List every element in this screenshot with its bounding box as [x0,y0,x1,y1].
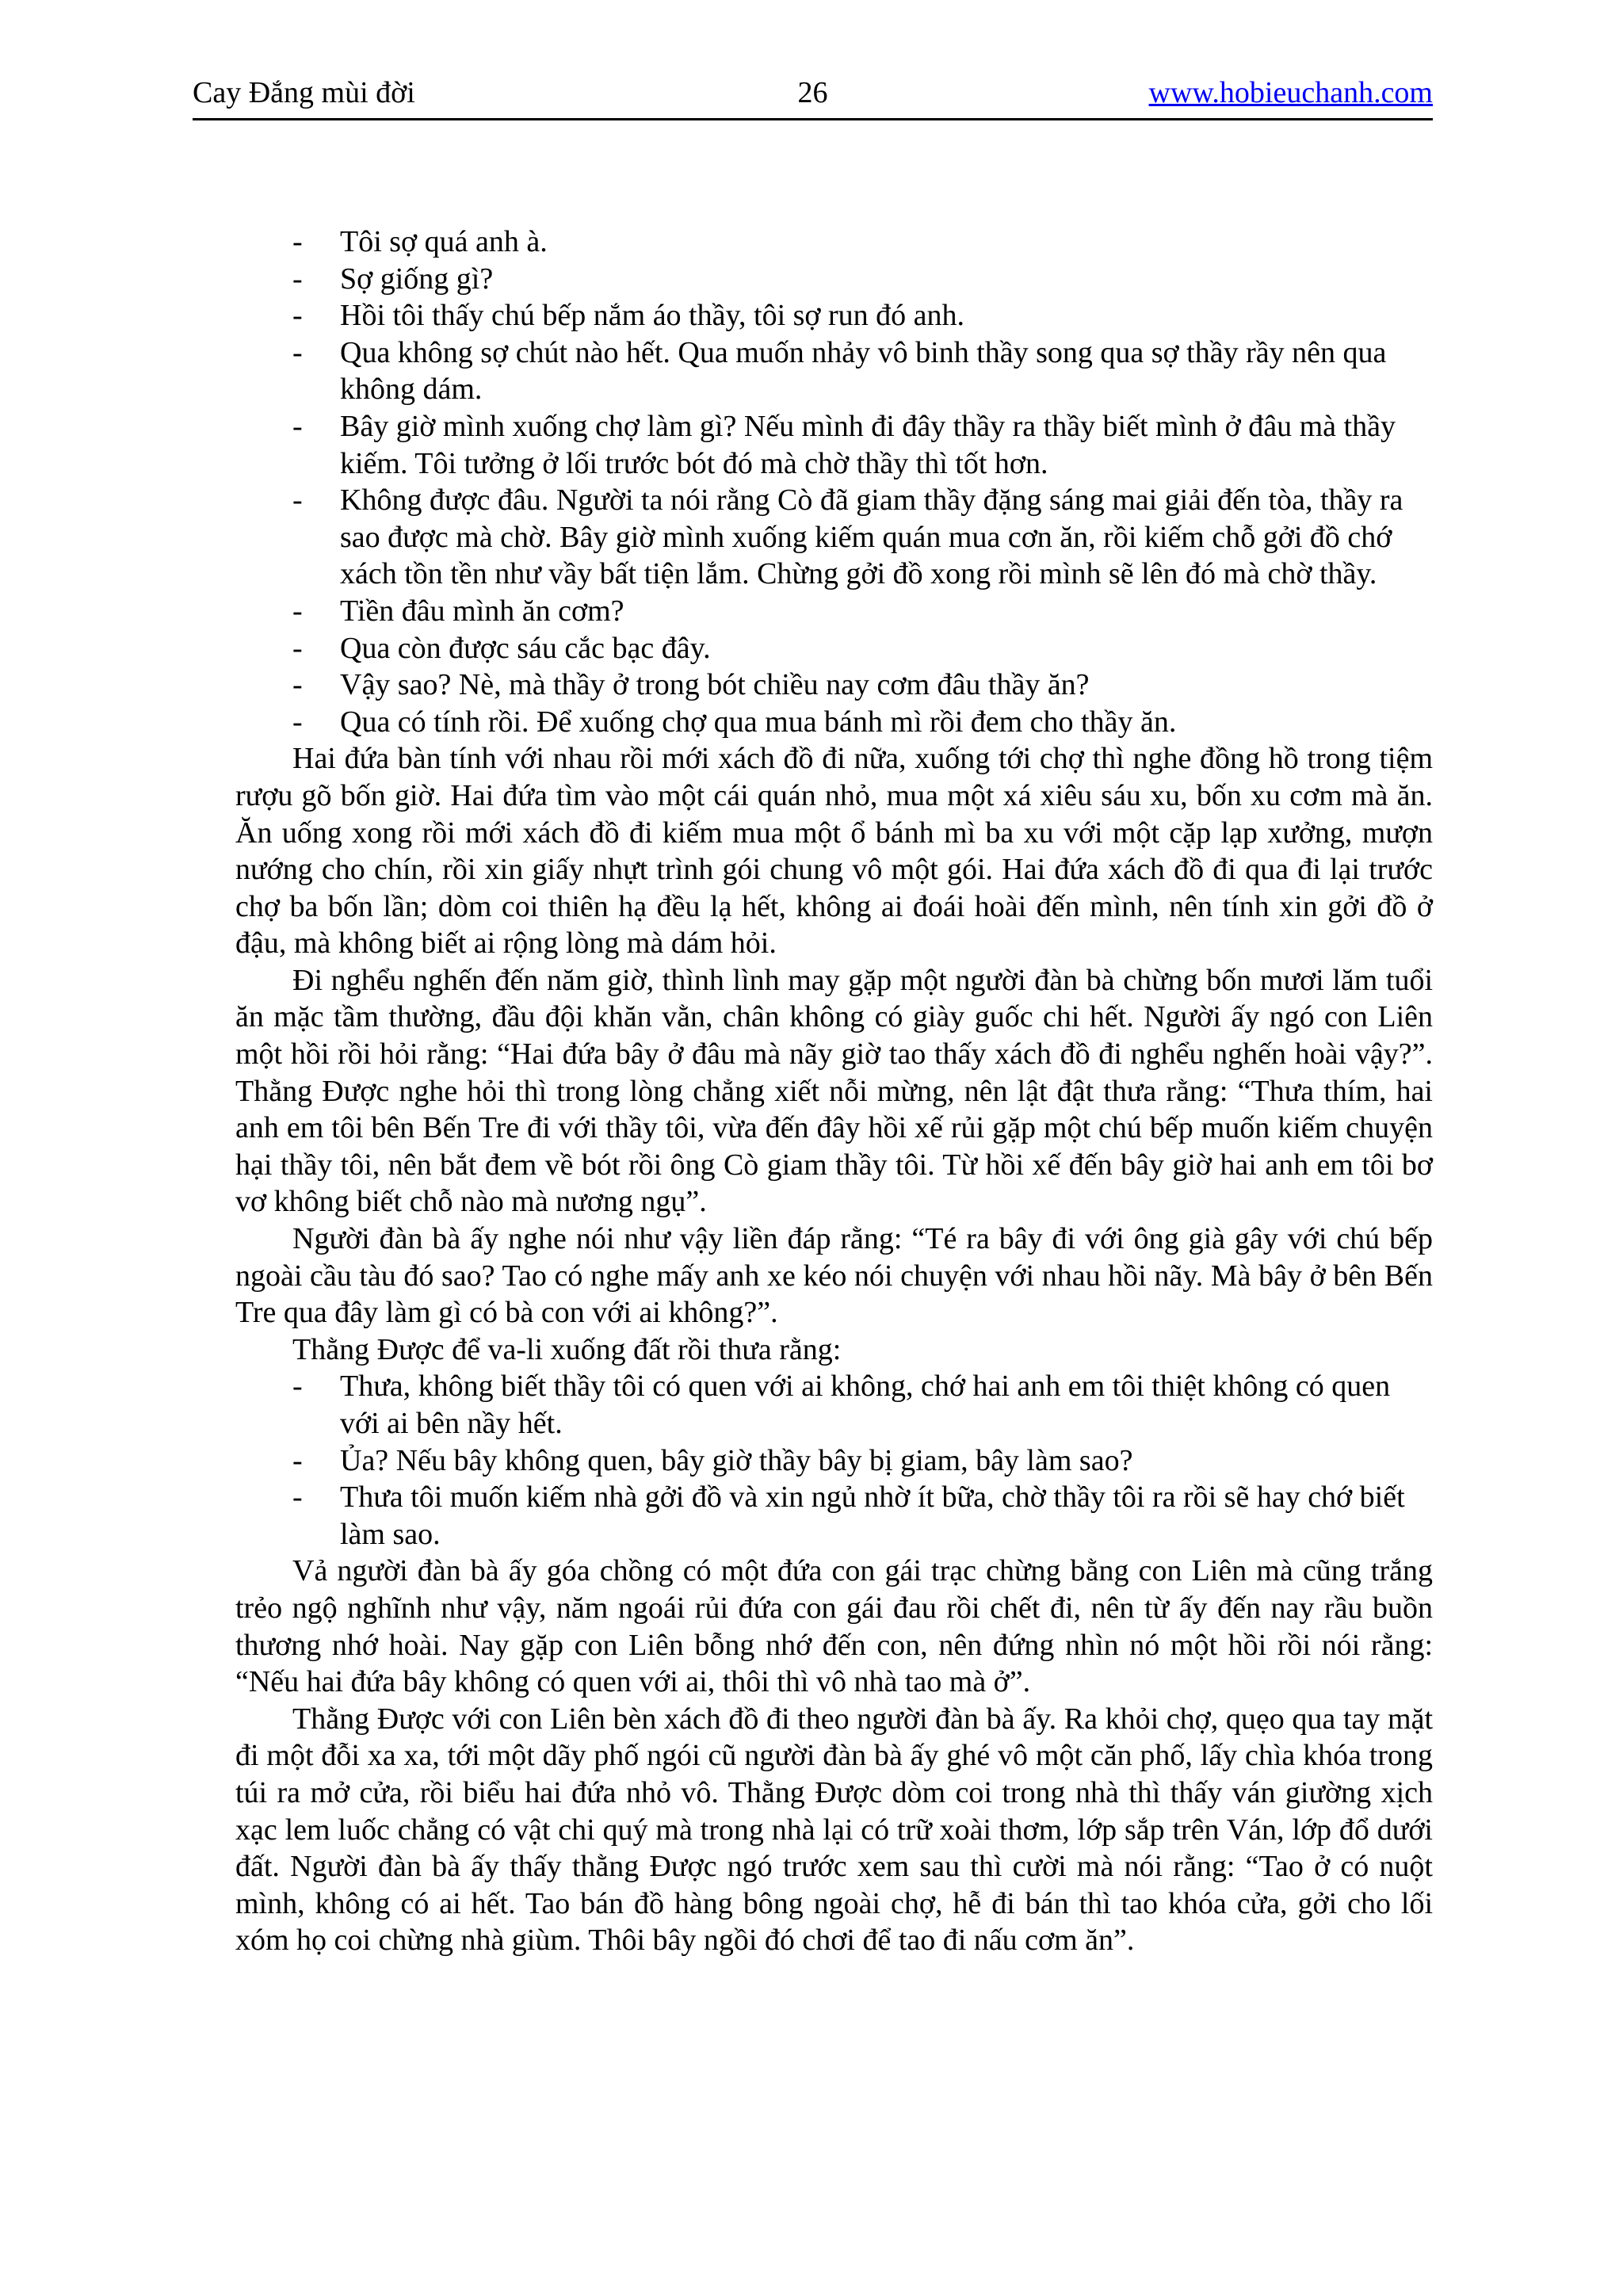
dialogue-text: Bây giờ mình xuống chợ làm gì? Nếu mình đi đây thầy ra thầy biết mình ở đâu mà thầy kiếm. Tôi tưởng ở lối trước bót đó mà chờ thầy thì tốt hơn. [340,409,1396,480]
body-paragraph: Đi nghểu nghến đến năm giờ, thình lình may gặp một người đàn bà chừng bốn mươi lăm tuổi ăn mặc tầm thường, đầu đội khăn vằn, chân không có giày guốc chi hết. Người ấy ngó con Liên một hồi rồi hỏi rằng: “Hai đứa bây ở đâu mà nãy giờ tao thấy xách đồ đi nghểu nghến hoài vậy?”. Thằng Được nghe hỏi thì trong lòng chẳng xiết nỗi mừng, nên lật đật thưa rằng: “Thưa thím, hai anh em tôi bên Bến Tre đi với thầy tôi, vừa đến đây hồi xế rủi gặp một chú bếp muốn kiếm chuyện hại thầy tôi, nên bắt đem về bót rồi ông Cò giam thầy tôi. Từ hồi xế đến bây giờ hai anh em tôi bơ vơ không biết chỗ nào mà nương ngụ”. [235,963,1433,1219]
body-paragraph: Vả người đàn bà ấy góa chồng có một đứa con gái trạc chừng bằng con Liên mà cũng trắng trẻo ngộ nghĩnh như vậy, năm ngoái rủi đứa con gái đau rồi chết đi, nên từ ấy đến nay rầu buồn thương nhớ hoài. Nay gặp con Liên bỗng nhớ đến con, nên đứng nhìn nó một hồi rồi nói rằng: “Nếu hai đứa bây không có quen với ai, thôi thì vô nhà tao mà ở”. [235,1554,1433,1699]
dialogue-text: Hồi tôi thấy chú bếp nắm áo thầy, tôi sợ run đó anh. [340,299,965,333]
dialogue-text: Tiền đâu mình ăn cơm? [340,594,624,628]
dialogue-dash: - [292,1370,303,1404]
dialogue-dash: - [292,483,303,518]
dialogue-dash: - [292,335,303,369]
dialogue-line [235,261,1433,298]
dialogue-text: Thưa tôi muốn kiếm nhà gởi đồ và xin ngủ nhờ ít bữa, chờ thầy tôi ra rồi sẽ hay chớ biết làm sao. [340,1480,1405,1551]
dialogue-line [235,334,1433,408]
dialogue-line [235,482,1433,593]
dialogue-text: Thưa, không biết thầy tôi có quen với ai không, chớ hai anh em tôi thiệt không có quen với ai bên nầy hết. [340,1370,1391,1440]
dialogue-dash: - [292,299,303,333]
body-paragraph: Thằng Được để va-li xuống đất rồi thưa rằng: [292,1332,842,1366]
dialogue-line [235,223,1433,261]
dialogue-line [235,297,1433,334]
dialogue-dash: - [292,1480,303,1515]
body-paragraph: Hai đứa bàn tính với nhau rồi mới xách đồ đi nữa, xuống tới chợ thì nghe đồng hồ trong tiệm rượu gõ bốn giờ. Hai đứa tìm vào một cái quán nhỏ, mua một xá xiêu sáu xu, bốn xu cơm mà ăn. Ăn uống xong rồi mới xách đồ đi kiếm mua một ổ bánh mì ba xu với một cặp lạp xưởng, mượn nướng cho chín, rồi xin giấy nhựt trình gói chung vô một gói. Hai đứa xách đồ đi qua đi lại trước chợ ba bốn lần; dòm coi thiên hạ đều lạ hết, không ai đoái hoài đến mình, nên tính xin gởi đồ ở đậu, mà không biết ai rộng lòng mà dám hỏi. [235,742,1433,961]
page-number: 26 [797,76,828,109]
dialogue-dash: - [292,409,303,443]
dialogue-text: Qua không sợ chút nào hết. Qua muốn nhảy vô binh thầy song qua sợ thầy rầy nên qua không dám. [340,335,1387,407]
book-title: Cay Đắng mùi đời [193,76,415,109]
dialogue-dash: - [292,225,303,258]
dialogue-dash: - [292,705,303,739]
dialogue-line [235,593,1433,630]
dialogue-text: Vậy sao? Nè, mà thầy ở trong bót chiều nay cơm đâu thầy ăn? [340,668,1090,702]
dialogue-text: Sợ giống gì? [340,262,494,296]
dialogue-dash: - [292,262,303,296]
page-header [193,73,1433,113]
website-link[interactable]: www.hobieuchanh.com [1148,76,1433,109]
dialogue-line [235,1368,1433,1442]
dialogue-line [235,1479,1433,1553]
dialogue-dash: - [292,1443,303,1477]
dialogue-line [235,630,1433,667]
dialogue-text: Qua còn được sáu cắc bạc đây. [340,631,711,665]
dialogue-dash: - [292,631,303,665]
body-paragraph: Người đàn bà ấy nghe nói như vậy liền đáp rằng: “Té ra bây đi với ông già gây với chú bếp ngoài cầu tàu đó sao? Tao có nghe mấy anh xe kéo nói chuyện với nhau hồi nãy. Mà bây ở bên Bến Tre qua đây làm gì có bà con với ai không?”. [235,1222,1433,1330]
dialogue-line [235,1442,1433,1480]
dialogue-text: Ủa? Nếu bây không quen, bây giờ thầy bây bị giam, bây làm sao? [340,1443,1133,1477]
dialogue-line [235,704,1433,741]
dialogue-dash: - [292,594,303,628]
page-body [235,223,1433,1959]
body-paragraph: Thằng Được với con Liên bèn xách đồ đi theo người đàn bà ấy. Ra khỏi chợ, quẹo qua tay mặt đi một đỗi xa xa, tới một dãy phố ngói cũ người đàn bà ấy ghé vô một căn phố, lấy chìa khóa trong túi ra mở cửa, rồi biểu hai đứa nhỏ vô. Thằng Được dòm coi trong nhà thì thấy ván giường xịch xạc lem luốc chẳng có vật chi quý mà trong nhà lại có trữ xoài thơm, lớp sắp trên Ván, lớp đổ dưới đất. Người đàn bà ấy thấy thằng Được ngó trước xem sau thì cười mà nói rằng: “Tao ở có nuột mình, không có ai hết. Tao bán đồ hàng bông ngoài chợ, hễ đi bán thì tao khóa cửa, gởi cho lối xóm họ coi chừng nhà giùm. Thôi bây ngồi đó chơi để tao đi nấu cơm ăn”. [235,1702,1433,1958]
dialogue-line [235,667,1433,704]
dialogue-text: Không được đâu. Người ta nói rằng Cò đã giam thầy đặng sáng mai giải đến tòa, thầy ra sao được mà chờ. Bây giờ mình xuống kiếm quán mua cơn ăn, rồi kiếm chỗ gởi đồ chớ xách tồn tền như vầy bất tiện lắm. Chừng gởi đồ xong rồi mình sẽ lên đó mà chờ thầy. [340,483,1403,591]
header-divider [193,118,1433,120]
dialogue-text: Qua có tính rồi. Để xuống chợ qua mua bánh mì rồi đem cho thầy ăn. [340,705,1177,739]
dialogue-text: Tôi sợ quá anh à. [340,225,548,258]
dialogue-dash: - [292,668,303,702]
dialogue-line [235,408,1433,482]
